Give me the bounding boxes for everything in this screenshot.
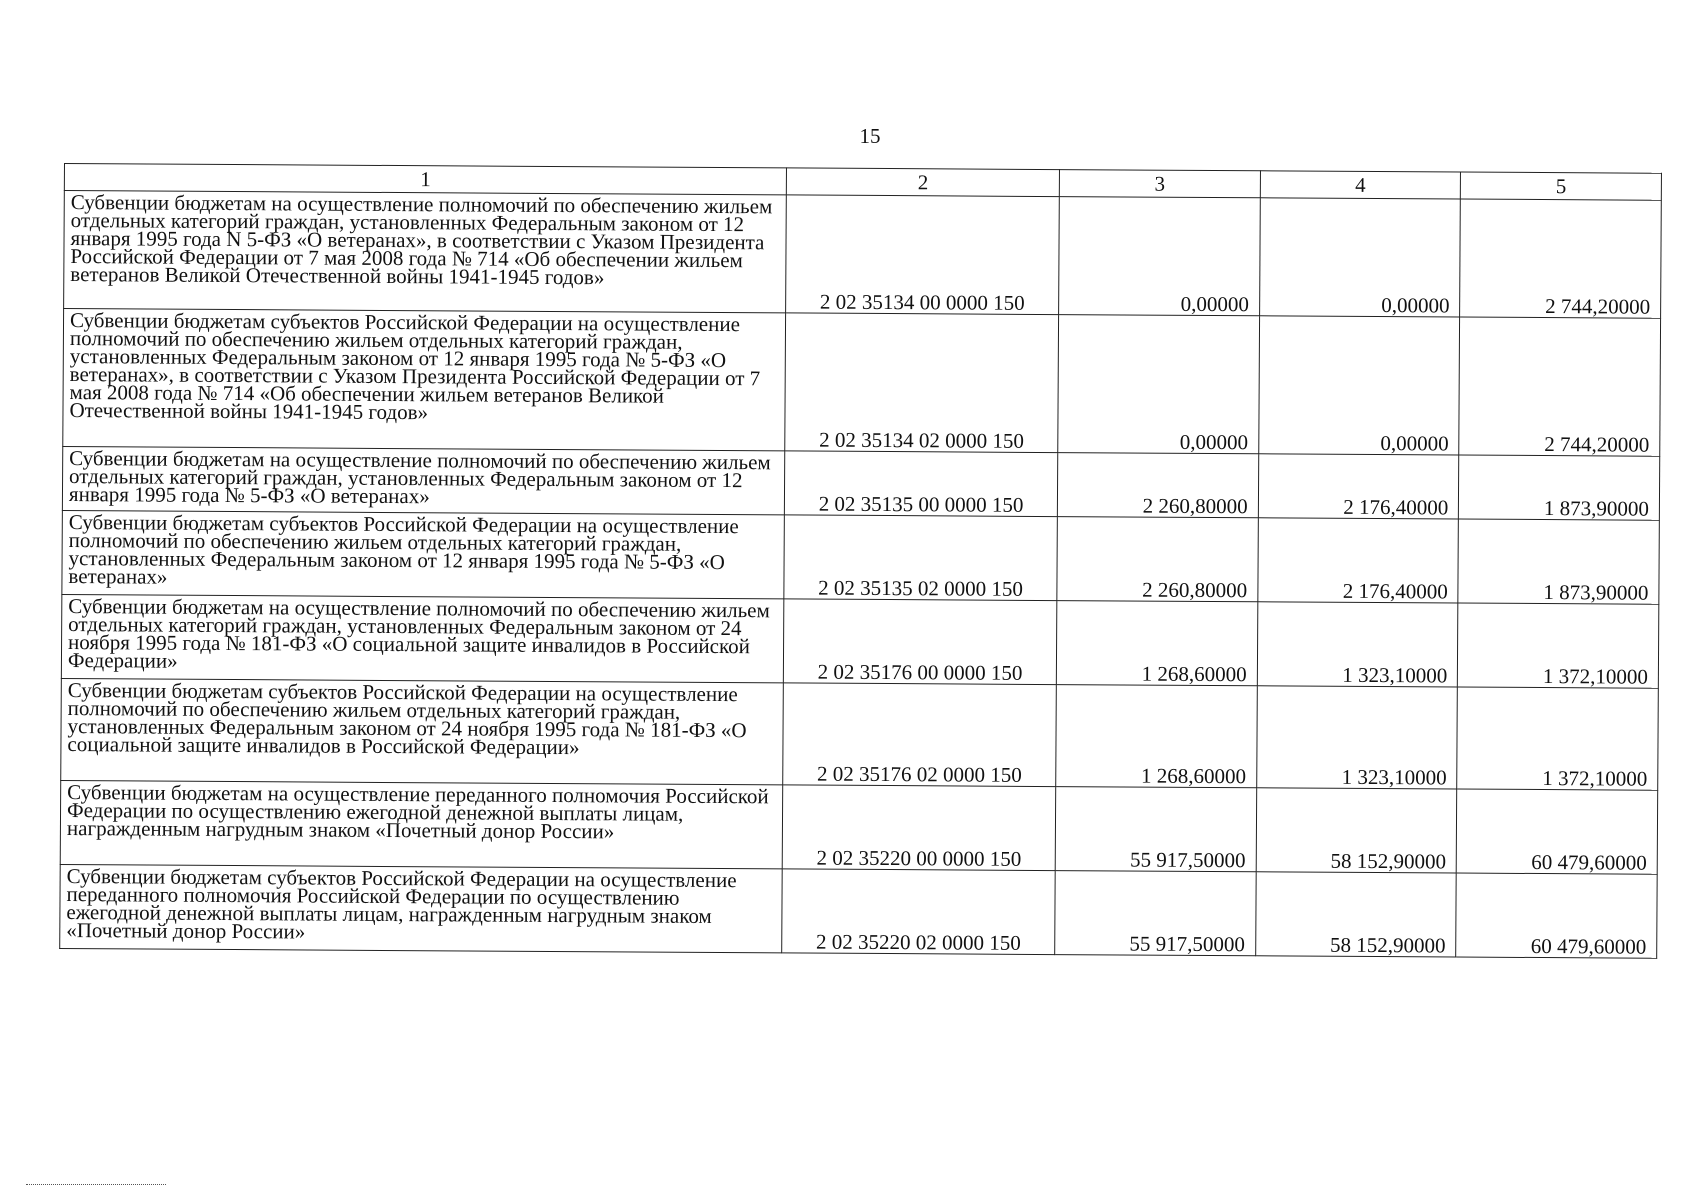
budget-code: 2 02 35135 00 0000 150: [785, 451, 1058, 517]
amount-col3: 0,00000: [1058, 315, 1259, 454]
budget-code: 2 02 35135 02 0000 150: [784, 515, 1057, 601]
amount-col3: 1 268,60000: [1056, 685, 1257, 788]
row-description: Субвенции бюджетам субъектов Российской Федерации на осуществление полномочий по обеспечению жильем отдельных категорий граждан, установленных Федеральным законом от 12 января 1995 года № 5-ФЗ «О ветеранах»: [62, 510, 785, 598]
table-row: [61, 678, 1659, 790]
amount-col4: 2 176,40000: [1258, 454, 1459, 519]
amount-col5: 60 479,60000: [1456, 873, 1657, 958]
table-row: [62, 510, 1659, 604]
column-number: 1: [64, 164, 786, 195]
amount-col5: 1 873,90000: [1458, 519, 1659, 604]
budget-code: 2 02 35176 02 0000 150: [783, 683, 1056, 787]
row-description: Субвенции бюджетам субъектов Российской Федерации на осуществление полномочий по обеспечению жильем отдельных категорий граждан, установленных Федеральным законом от 24 ноября 1995 года № 181-ФЗ «О социальной защите инвалидов в Российской Федерации»: [61, 678, 784, 784]
budget-code: 2 02 35176 00 0000 150: [784, 599, 1057, 685]
column-number: 3: [1059, 170, 1260, 198]
row-description: Субвенции бюджетам на осуществление полномочий по обеспечению жильем отдельных категорий граждан, установленных Федеральным законом от 24 ноября 1995 года № 181-ФЗ «О социальной защите инвалидов в Российской Федерации»: [61, 594, 784, 682]
budget-code: 2 02 35220 02 0000 150: [782, 869, 1055, 955]
column-number: 4: [1260, 171, 1461, 199]
amount-col5: 1 372,10000: [1457, 687, 1658, 790]
amount-col3: 2 260,80000: [1057, 453, 1258, 518]
budget-code: 2 02 35220 00 0000 150: [782, 785, 1055, 871]
table-row: [62, 446, 1659, 520]
column-number: 2: [787, 168, 1060, 197]
amount-col4: 0,00000: [1259, 198, 1460, 317]
amount-col4: 58 152,90000: [1256, 788, 1457, 873]
row-description: Субвенции бюджетам на осуществление полномочий по обеспечению жильем отдельных категорий граждан, установленных Федеральным законом от 12 января 1995 года № 5-ФЗ «О ветеранах»: [62, 446, 785, 514]
amount-col3: 1 268,60000: [1056, 601, 1257, 686]
amount-col5: 1 372,10000: [1458, 603, 1659, 688]
footer-rule: [26, 1184, 166, 1185]
amount-col3: 55 917,50000: [1055, 871, 1256, 956]
budget-code: 2 02 35134 00 0000 150: [786, 195, 1060, 315]
table-row: [60, 864, 1657, 958]
amount-col3: 2 260,80000: [1057, 517, 1258, 602]
amount-col5: 2 744,20000: [1460, 199, 1661, 318]
amount-col5: 2 744,20000: [1459, 317, 1660, 456]
page-number: 15: [859, 124, 881, 148]
row-description: Субвенции бюджетам на осуществление полномочий по обеспечению жильем отдельных категорий граждан, установленных Федеральным законом от 12 января 1995 года N 5-ФЗ «О ветеранах», в соответствии с Указом Президента Российской Федерации от 7 мая 2008 года № 714 «Об обеспечении жильем ветеранов Великой Отечественной войны 1941-1945 годов»: [64, 191, 787, 313]
amount-col5: 1 873,90000: [1459, 455, 1660, 520]
amount-col4: 2 176,40000: [1258, 518, 1459, 603]
column-number: 5: [1461, 172, 1662, 200]
amount-col4: 58 152,90000: [1255, 872, 1456, 957]
amount-col4: 1 323,10000: [1257, 602, 1458, 687]
budget-code: 2 02 35134 02 0000 150: [785, 313, 1059, 453]
amount-col4: 1 323,10000: [1256, 686, 1457, 789]
table-row: [64, 191, 1662, 319]
row-description: Субвенции бюджетам субъектов Российской Федерации на осуществление полномочий по обеспечению жильем отдельных категорий граждан, установленных Федеральным законом от 12 января 1995 года № 5-ФЗ «О ветеранах», в соответствии с Указом Президента Российской Федерации от 7 мая 2008 года № 714 «Об обеспечении жильем ветеранов Великой Отечественной войны 1941-1945 годов»: [63, 309, 786, 451]
table-row: [61, 594, 1658, 688]
subvention-table: [59, 163, 1662, 959]
row-description: Субвенции бюджетам на осуществление переданного полномочия Российской Федерации по осуществлению ежегодной денежной выплаты лицам, награжденным нагрудным знаком «Почетный донор России»: [60, 780, 783, 868]
table-row: [60, 780, 1657, 874]
amount-col3: 55 917,50000: [1055, 787, 1256, 872]
row-description: Субвенции бюджетам субъектов Российской Федерации на осуществление переданного полномочия Российской Федерации по осуществлению ежегодной денежной выплаты лицам, награжденным нагрудным знаком «Почетный донор России»: [60, 864, 783, 952]
amount-col3: 0,00000: [1059, 197, 1260, 316]
table-row: [63, 309, 1661, 457]
amount-col4: 0,00000: [1258, 316, 1459, 455]
amount-col5: 60 479,60000: [1457, 789, 1658, 874]
